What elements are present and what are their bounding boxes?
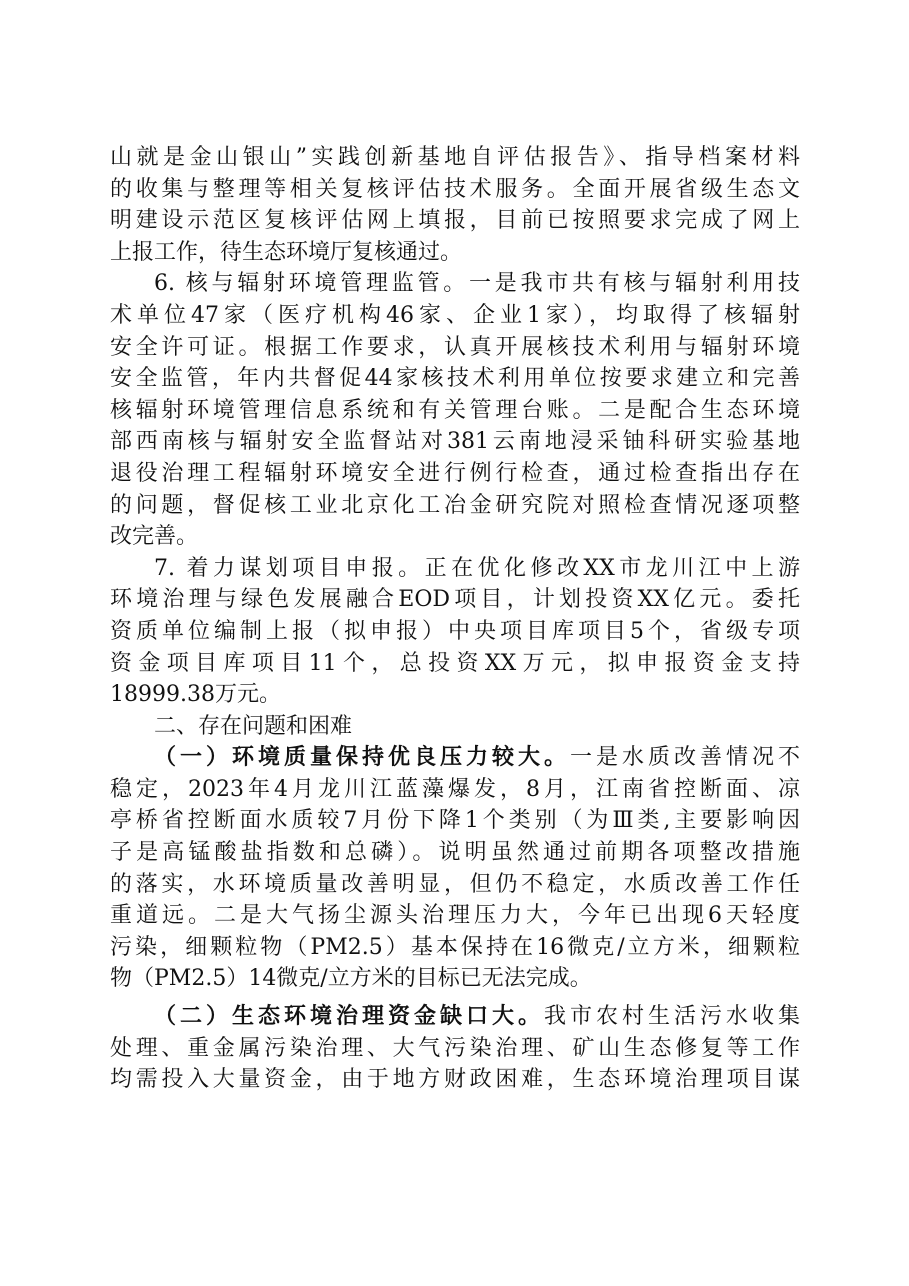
subsection-2-text: 我市农村生活污水收集 (543, 1004, 800, 1030)
text-line: 环境治理与绿色发展融合EOD项目，计划投资XX亿元。委托 (110, 587, 800, 613)
text-line: 的落实，水环境质量改善明显，但仍不稳定，水质改善工作任 (110, 871, 800, 897)
text-line: 物（PM2.5）14微克/立方米的目标已无法完成。 (110, 966, 592, 992)
text-line: 部西南核与辐射安全监督站对381云南地浸采铀科研实验基地 (110, 429, 800, 455)
item-6-line: 6. 核与辐射环境管理监管。一是我市共有核与辐射利用技 (154, 271, 800, 297)
subsection-2-title: 生态环境治理资金缺口大。 (232, 1003, 544, 1030)
text-line: 术单位47家（医疗机构46家、企业1家），均取得了核辐射 (110, 302, 800, 328)
text-line: 重道远。二是大气扬尘源头治理压力大，今年已出现6天轻度 (110, 903, 800, 929)
text-line: 稳定，2023年4月龙川江蓝藻爆发，8月，江南省控断面、凉 (110, 776, 800, 802)
text-line: 退役治理工程辐射环境安全进行例行检查，通过检查指出存在 (110, 460, 800, 486)
text-line: 的问题，督促核工业北京化工冶金研究院对照检查情况逐项整 (110, 492, 800, 518)
text-line: 核辐射环境管理信息系统和有关管理台账。二是配合生态环境 (110, 397, 800, 423)
text-line: 18999.38万元。 (110, 682, 281, 708)
text-line: 的收集与整理等相关复核评估技术服务。全面开展省级生态文 (110, 176, 800, 202)
subsection-2-marker: （二） (154, 1003, 232, 1030)
text-line: 明建设示范区复核评估网上填报，目前已按照要求完成了网上 (110, 208, 800, 234)
text-line: 上报工作，待生态环境厅复核通过。 (110, 239, 463, 265)
subsection-1-marker: （一） (154, 744, 232, 771)
subsection-1-line (110, 742, 800, 774)
subsection-1-text: 一是水质改善情况不 (569, 745, 800, 771)
subsection-1-title: 环境质量保持优良压力较大。 (232, 744, 570, 771)
text-line: 处理、重金属污染治理、大气污染治理、矿山生态修复等工作 (110, 1035, 800, 1061)
text-line: 安全许可证。根据工作要求，认真开展核技术利用与辐射环境 (110, 334, 800, 360)
text-line: 亭桥省控断面水质较7月份下降1个类别（为Ⅲ类,主要影响因 (110, 808, 800, 834)
document-body (110, 142, 800, 1096)
text-line: 山就是金山银山”实践创新基地自评估报告》、指导档案材料 (110, 145, 800, 170)
text-line: 安全监管，年内共督促44家核技术利用单位按要求建立和完善 (110, 366, 800, 392)
text-line: 资质单位编制上报（拟申报）中央项目库项目5个，省级专项 (110, 618, 800, 644)
text-line: 资金项目库项目11个，总投资XX万元，拟申报资金支持 (110, 650, 800, 676)
subsection-2-line (110, 1001, 800, 1033)
text-line: 均需投入大量资金，由于地方财政困难，生态环境治理项目谋 (110, 1067, 800, 1093)
section-heading: 二、存在问题和困难 (154, 713, 353, 739)
text-line: 改完善。 (110, 524, 199, 550)
text-line: 子是高锰酸盐指数和总磷）。说明虽然通过前期各项整改措施 (110, 840, 800, 866)
text-line: 污染，细颗粒物（PM2.5）基本保持在16微克/立方米，细颗粒 (110, 934, 800, 960)
item-7-line: 7. 着力谋划项目申报。正在优化修改XX市龙川江中上游 (154, 555, 800, 581)
